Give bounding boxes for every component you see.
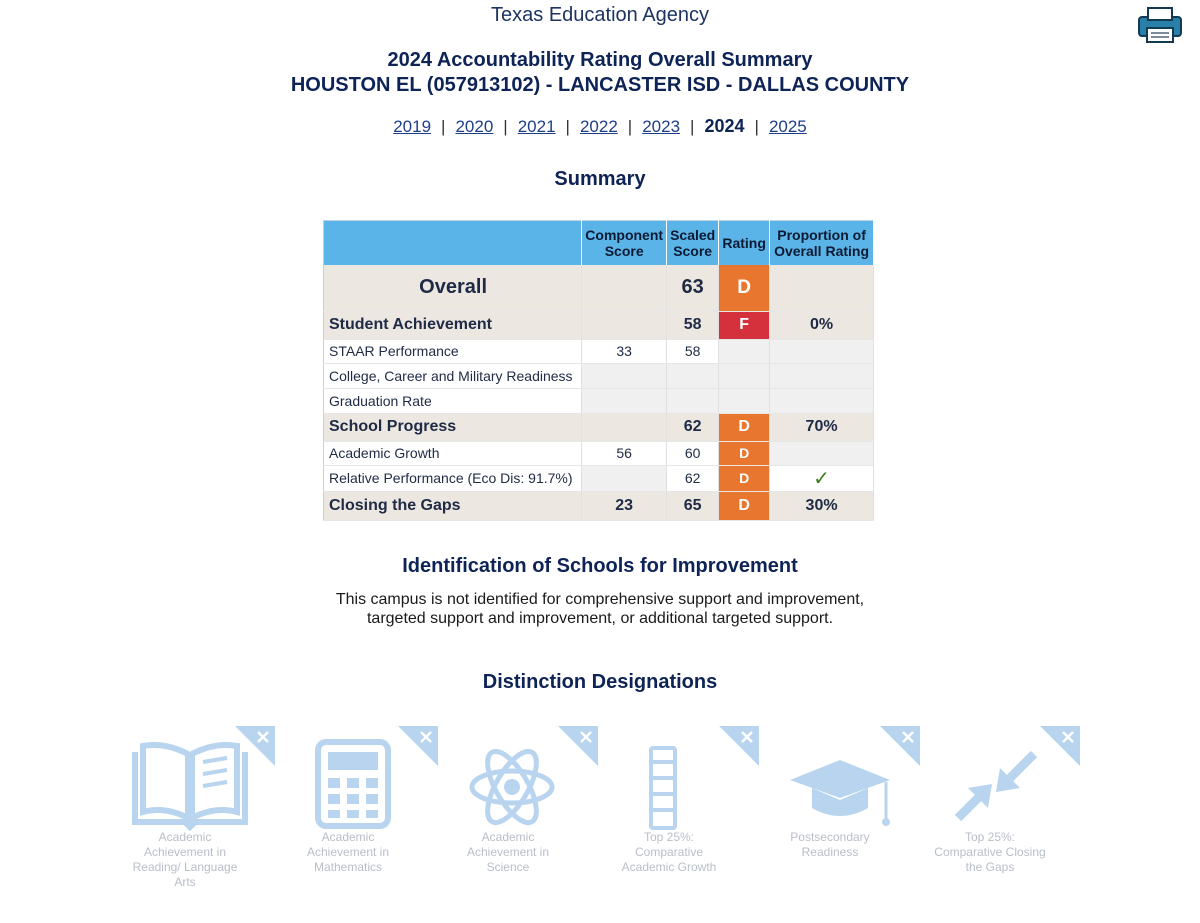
row-label: Graduation Rate [324,388,582,413]
proportion: 0% [770,311,874,339]
row-school-progress [324,413,874,441]
rating-badge: D [719,265,770,312]
book-icon [125,732,255,832]
distinction-reading [125,722,275,912]
rating-badge: F [719,311,770,339]
row-ccmr [324,363,874,388]
agency-name: Texas Education Agency [491,4,709,26]
distinction-label: Postsecondary Readiness [790,830,870,859]
identification-text [0,590,1200,628]
component-score [582,311,667,339]
row-label: Closing the Gaps [324,491,582,520]
summary-heading: Summary [554,168,646,190]
proportion [770,388,874,413]
component-score [582,413,667,441]
page-title [0,48,1200,98]
row-closing-the-gaps [324,491,874,520]
distinction-academic-growth [609,722,759,912]
distinction-label: Academic Achievement in Science [466,830,550,874]
arrows-in-icon [930,732,1060,832]
proportion [770,363,874,388]
year-link-2021[interactable]: 2021 [517,117,556,136]
component-score [582,363,667,388]
scaled-score [667,388,719,413]
year-link-2020[interactable]: 2020 [455,117,494,136]
component-score: 56 [582,441,667,465]
row-graduation-rate [324,388,874,413]
component-score [582,388,667,413]
rating-badge: D [719,465,770,491]
scaled-score: 62 [667,465,719,491]
scaled-score: 65 [667,491,719,520]
row-student-achievement [324,311,874,339]
calculator-icon [288,732,418,832]
year-link-2022[interactable]: 2022 [579,117,618,136]
check-icon: ✓ [770,465,874,491]
proportion [770,265,874,312]
distinction-science [448,722,598,912]
identification-line-2: targeted support and improvement, or additional targeted support. [366,610,834,627]
col-header-proportion: Proportion of Overall Rating [770,221,874,265]
scaled-score [667,363,719,388]
summary-table [323,220,874,521]
row-label: STAAR Performance [324,339,582,363]
scaled-score: 62 [667,413,719,441]
proportion [770,339,874,363]
row-academic-growth [324,441,874,465]
col-header-label [324,221,582,265]
year-current-2024: 2024 [704,116,745,136]
component-score [582,265,667,312]
component-score: 23 [582,491,667,520]
rating-badge [719,388,770,413]
year-link-2019[interactable]: 2019 [393,117,432,136]
year-link-2023[interactable]: 2023 [642,117,681,136]
col-header-rating: Rating [719,221,770,265]
summary-header-row [324,221,874,265]
scaled-score: 60 [667,441,719,465]
component-score: 33 [582,339,667,363]
rating-badge: D [719,441,770,465]
print-icon[interactable] [1138,6,1182,44]
proportion [770,441,874,465]
distinction-closing-gaps [930,722,1080,912]
distinction-mathematics [288,722,438,912]
row-label: School Progress [324,413,582,441]
scaled-score: 58 [667,311,719,339]
ladder-icon [609,732,739,832]
distinction-postsecondary [770,722,920,912]
title-line-2: HOUSTON EL (057913102) - LANCASTER ISD - DALLAS COUNTY [290,74,910,96]
col-header-component: Component Score [582,221,667,265]
distinction-label: Top 25%: Comparative Academic Growth [621,830,717,874]
rating-badge [719,339,770,363]
graduation-cap-icon [770,732,900,832]
identification-heading: Identification of Schools for Improvement [402,555,798,577]
row-label: Student Achievement [324,311,582,339]
year-link-2025[interactable]: 2025 [768,117,807,136]
row-label: Academic Growth [324,441,582,465]
row-overall [324,265,874,312]
col-header-scaled: Scaled Score [667,221,719,265]
row-staar-performance [324,339,874,363]
rating-badge: D [719,491,770,520]
row-label: College, Career and Military Readiness [324,363,582,388]
distinction-label: Academic Achievement in Reading/ Language Arts [132,830,238,889]
rating-badge [719,363,770,388]
atom-icon [448,732,578,832]
proportion: 30% [770,491,874,520]
scaled-score: 63 [667,265,719,312]
rating-badge: D [719,413,770,441]
row-label: Overall [324,265,582,312]
distinction-heading: Distinction Designations [482,671,718,693]
row-relative-performance [324,465,874,491]
row-label: Relative Performance (Eco Dis: 91.7%) [324,465,582,491]
title-line-1: 2024 Accountability Rating Overall Summary [387,49,813,71]
distinction-label: Top 25%: Comparative Closing the Gaps [934,830,1046,874]
distinction-label: Academic Achievement in Mathematics [306,830,390,874]
year-navigation: 2019 | 2020 | 2021 | 2022 | 2023 | 2024 | 2025 [0,116,1200,137]
proportion: 70% [770,413,874,441]
component-score [582,465,667,491]
scaled-score: 58 [667,339,719,363]
identification-line-1: This campus is not identified for comprehensive support and improvement, [335,591,865,608]
